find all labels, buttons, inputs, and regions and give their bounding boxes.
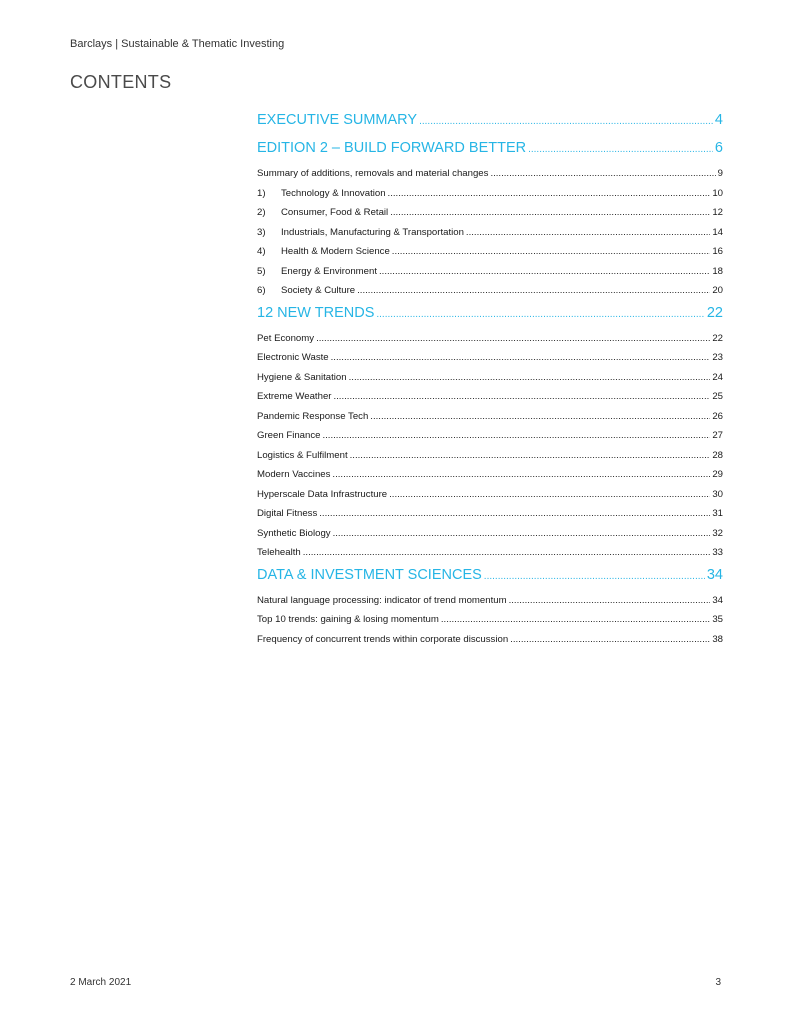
toc-section-heading[interactable] [257, 136, 723, 160]
toc-entry-page: 28 [712, 449, 723, 461]
toc-entry-label: Technology & Innovation [281, 187, 386, 199]
toc-entry-label: Frequency of concurrent trends within corporate discussion [257, 633, 509, 645]
page-title: CONTENTS [70, 72, 172, 92]
toc-entry-label: Electronic Waste [257, 352, 329, 363]
toc-section [257, 108, 723, 132]
dot-leader [333, 524, 711, 544]
toc-entry-page: 10 [712, 187, 723, 199]
dot-leader [303, 543, 711, 563]
toc-entry-label: Society & Culture [281, 285, 356, 296]
toc-entry-page: 20 [712, 285, 723, 296]
toc-entry[interactable] [257, 387, 723, 407]
toc-entry[interactable] [257, 543, 723, 563]
toc-section-page: 22 [706, 304, 723, 321]
dot-leader [322, 426, 710, 446]
dot-leader [331, 348, 711, 368]
toc-entry-page: 18 [712, 265, 723, 277]
toc-entry-page: 32 [712, 527, 723, 539]
toc-section-title: DATA & INVESTMENT SCIENCES [257, 566, 482, 583]
toc-entry-label: Pandemic Response Tech [257, 410, 369, 422]
toc-section-title: EXECUTIVE SUMMARY [257, 112, 418, 128]
toc-entry-page: 33 [712, 547, 723, 558]
toc-entry-page: 14 [712, 226, 723, 238]
toc-entry-number: 2) [257, 207, 266, 218]
toc-entry[interactable] [257, 203, 723, 223]
toc-entry-page: 23 [712, 352, 723, 363]
toc-entry[interactable] [257, 504, 723, 524]
toc-entry-label: Pet Economy [257, 332, 315, 344]
dot-leader [466, 223, 710, 243]
toc-entry-page: 34 [712, 594, 723, 606]
footer-date: 2 March 2021 [70, 977, 132, 988]
toc-entry[interactable] [257, 281, 723, 301]
toc-entry-label: Natural language processing: indicator of trend momentum [257, 594, 507, 606]
dot-leader [376, 303, 704, 327]
toc-section [257, 136, 723, 301]
toc-entry-page: 26 [712, 410, 723, 422]
dot-leader [333, 387, 710, 407]
dot-leader [392, 242, 711, 262]
dot-leader [484, 565, 705, 589]
toc-entry[interactable] [257, 610, 723, 630]
toc-entry-page: 22 [712, 332, 723, 344]
toc-entry-label: Digital Fitness [257, 508, 318, 519]
dot-leader [350, 446, 711, 466]
dot-leader [357, 281, 710, 301]
dot-leader [370, 407, 710, 427]
toc-entry-page: 24 [712, 371, 723, 383]
toc-entry-label: Health & Modern Science [281, 246, 390, 257]
toc-entry[interactable] [257, 485, 723, 505]
toc-entry-label: Energy & Environment [281, 265, 377, 277]
toc-entry[interactable] [257, 465, 723, 485]
toc-entry-number: 6) [257, 285, 266, 296]
toc-entry[interactable] [257, 242, 723, 262]
toc-entry-label: Modern Vaccines [257, 469, 331, 480]
toc-entry-number: 5) [257, 265, 266, 277]
dot-leader [390, 203, 710, 223]
toc-entry[interactable] [257, 262, 723, 282]
table-of-contents [257, 108, 723, 649]
toc-entry-label: Extreme Weather [257, 391, 332, 402]
dot-leader [349, 368, 711, 388]
toc-section-title: 12 NEW TRENDS [257, 304, 375, 321]
toc-section-page: 6 [714, 140, 723, 156]
toc-entry[interactable] [257, 329, 723, 349]
toc-entry-page: 9 [717, 168, 723, 179]
toc-entry-label: Green Finance [257, 430, 321, 441]
toc-section-heading[interactable] [257, 563, 723, 587]
toc-section [257, 301, 723, 563]
dot-leader [509, 591, 711, 611]
toc-entry[interactable] [257, 164, 723, 184]
dot-leader [389, 485, 710, 505]
toc-section [257, 563, 723, 650]
toc-entry-label: Top 10 trends: gaining & losing momentum [257, 614, 439, 625]
toc-entry[interactable] [257, 591, 723, 611]
toc-section-page: 34 [706, 566, 723, 583]
toc-entry-label: Logistics & Fulfilment [257, 449, 348, 461]
toc-entry-number: 4) [257, 246, 266, 257]
dot-leader [528, 138, 713, 162]
toc-entry-page: 38 [712, 633, 723, 645]
toc-entry[interactable] [257, 223, 723, 243]
toc-entry-page: 16 [712, 246, 723, 257]
toc-entry-label: Summary of additions, removals and material changes [257, 168, 489, 179]
toc-entry-label: Consumer, Food & Retail [281, 207, 389, 218]
toc-entry[interactable] [257, 348, 723, 368]
toc-section-page: 4 [714, 112, 723, 128]
toc-entry-label: Industrials, Manufacturing & Transportation [281, 226, 464, 238]
toc-entry-page: 35 [712, 614, 723, 625]
toc-entry[interactable] [257, 446, 723, 466]
toc-section-title: EDITION 2 – BUILD FORWARD BETTER [257, 140, 527, 156]
toc-entry[interactable] [257, 407, 723, 427]
dot-leader [388, 184, 711, 204]
toc-entry-page: 27 [712, 430, 723, 441]
dot-leader [441, 610, 710, 630]
toc-entry[interactable] [257, 630, 723, 650]
dot-leader [490, 164, 715, 184]
toc-entry-page: 29 [712, 469, 723, 480]
dot-leader [419, 110, 713, 134]
toc-entry-page: 25 [712, 391, 723, 402]
toc-entry-number: 3) [257, 226, 266, 238]
toc-entry-label: Hyperscale Data Infrastructure [257, 488, 388, 500]
toc-section-heading[interactable] [257, 301, 723, 325]
toc-entry[interactable] [257, 368, 723, 388]
dot-leader [319, 504, 710, 524]
dot-leader [379, 262, 710, 282]
page-header: Barclays | Sustainable & Thematic Investing [70, 38, 285, 50]
toc-entry-label: Synthetic Biology [257, 527, 331, 539]
toc-entry[interactable] [257, 426, 723, 446]
toc-entry-label: Hygiene & Sanitation [257, 371, 347, 383]
footer-page-number: 3 [715, 977, 721, 988]
toc-entry-page: 30 [712, 488, 723, 500]
toc-entry-page: 31 [712, 508, 723, 519]
toc-entry[interactable] [257, 524, 723, 544]
toc-entry[interactable] [257, 184, 723, 204]
toc-section-heading[interactable] [257, 108, 723, 132]
dot-leader [510, 630, 710, 650]
toc-entry-number: 1) [257, 187, 266, 199]
dot-leader [316, 329, 710, 349]
toc-entry-label: Telehealth [257, 547, 301, 558]
dot-leader [332, 465, 710, 485]
toc-entry-page: 12 [712, 207, 723, 218]
